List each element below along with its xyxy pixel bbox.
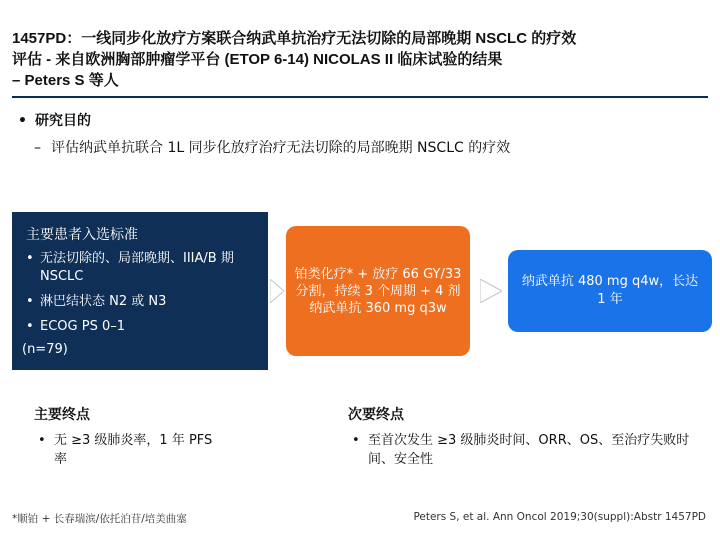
title-line-1: 1457PD：一线同步化放疗方案联合纳武单抗治疗无法切除的局部晚期 NSCLC 的疗效 [12,30,577,47]
reference-citation: Peters S, et al. Ann Oncol 2019;30(suppl):Abstr 1457PD [413,511,706,523]
primary-endpoint-title: 主要终点 [34,407,90,423]
patient-count: (n=79) [22,342,68,357]
criteria-item-text: 无法切除的、局部晚期、IIIA/B 期 NSCLC [40,251,234,284]
secondary-endpoint-item: • 至首次发生 ≥3 级肺炎时间、ORR、OS、至治疗失败时间、安全性 [352,433,690,467]
bullet-glyph: • [18,113,27,129]
criteria-title: 主要患者入选标准 [26,227,138,243]
slide-title [12,28,712,91]
footnote: *顺铂 + 长春瑞滨/依托泊苷/培美曲塞 [12,513,187,525]
arrow-right-icon [270,279,284,303]
nivolumab-maintenance-text: 纳武单抗 480 mg q4w，长达 1 年 [521,274,699,307]
title-divider [12,96,708,98]
chemoradiotherapy-box [286,226,470,356]
criteria-item-text: ECOG PS 0–1 [40,319,125,334]
nivolumab-maintenance-box [508,250,712,332]
criteria-item: • 淋巴结状态 N2 或 N3 [26,294,167,309]
secondary-endpoint-text: 至首次发生 ≥3 级肺炎时间、ORR、OS、至治疗失败时间、安全性 [368,433,690,467]
primary-endpoint-item: • 无 ≥3 级肺炎率，1 年 PFS 率 [38,433,213,467]
arrow-right-icon [480,279,502,303]
objective-text [34,137,510,157]
criteria-item: • 无法切除的、局部晚期、IIIA/B 期 NSCLC [26,251,234,284]
objective-heading [18,110,91,130]
title-line-3: – Peters S 等人 [12,72,119,89]
dash-glyph: – [34,140,41,156]
primary-endpoint-text: 无 ≥3 级肺炎率，1 年 PFS 率 [54,433,213,467]
criteria-item: • ECOG PS 0–1 [26,319,125,334]
secondary-endpoint-title: 次要终点 [348,407,404,423]
inclusion-criteria-box [12,212,268,370]
objective-text-body: 评估纳武单抗联合 1L 同步化放疗治疗无法切除的局部晚期 NSCLC 的疗效 [51,140,511,156]
title-line-2: 评估 - 来自欧洲胸部肿瘤学平台 (ETOP 6-14) NICOLAS II 临床试验的结果 [12,51,503,68]
chemoradiotherapy-text: 铂类化疗* + 放疗 66 GY/33 分割，持续 3 个周期 + 4 剂纳武单抗 360 mg q3w [294,266,462,316]
objective-heading-text: 研究目的 [34,113,91,129]
criteria-item-text: 淋巴结状态 N2 或 N3 [40,294,167,309]
